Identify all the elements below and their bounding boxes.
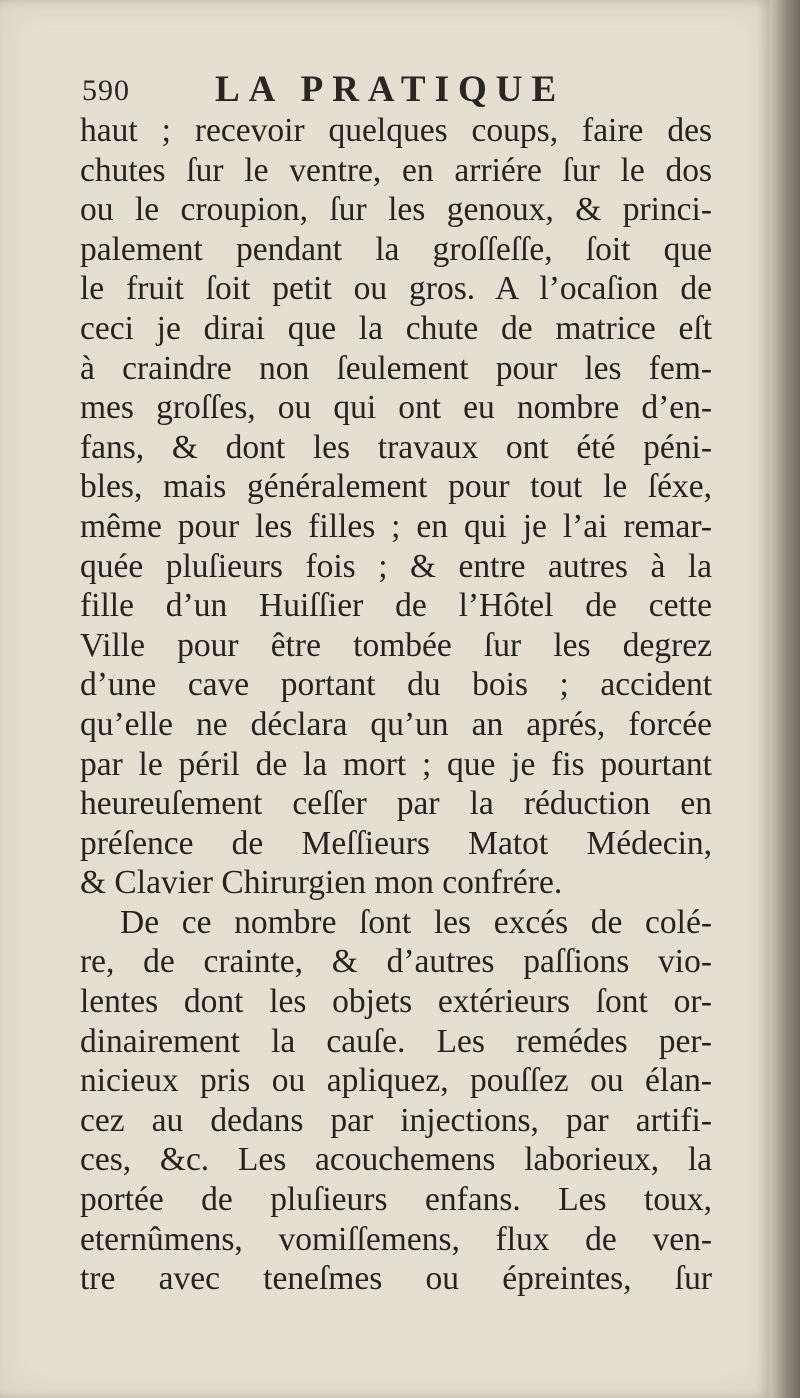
text-line: portée de pluſieurs enfans. Les toux, — [80, 1181, 712, 1219]
paragraph-first-line: De ce nombre ſont les excés de colé- — [120, 903, 712, 941]
text-line: bles, mais généralement pour tout le ſéxe, — [80, 468, 712, 506]
text-line: re, de crainte, & d’autres paſſions vio- — [80, 943, 712, 981]
text-line: palement pendant la groſſeſſe, ſoit que — [80, 230, 712, 268]
text-line: nicieux pris ou apliquez, pouſſez ou élan- — [80, 1062, 712, 1100]
text-line: & Clavier Chirurgien mon confrére. — [80, 864, 563, 902]
text-line: fans, & dont les travaux ont été péni- — [80, 428, 712, 466]
running-title: LA PRATIQUE — [215, 69, 566, 110]
text-line: chutes ſur le ventre, en arriére ſur le dos — [80, 151, 712, 189]
text-line: tre avec teneſmes ou épreintes, ſur — [80, 1260, 712, 1298]
text-line: même pour les filles ; en qui je l’ai remar- — [80, 507, 712, 545]
page-number: 590 — [82, 74, 130, 107]
page-header — [82, 66, 722, 110]
text-line: ces, &c. Les acouchemens laborieux, la — [80, 1141, 712, 1179]
text-line: quée pluſieurs fois ; & entre autres à la — [80, 547, 712, 585]
text-line: eternûmens, vomiſſemens, flux de ven- — [80, 1220, 712, 1258]
text-line: cez au dedans par injections, par artifi- — [80, 1101, 712, 1139]
text-line: Ville pour être tombée ſur les degrez — [80, 626, 712, 664]
text-line: mes groſſes, ou qui ont eu nombre d’en- — [80, 389, 712, 427]
text-line: à craindre non ſeulement pour les fem- — [80, 349, 712, 387]
text-line: préſence de Meſſieurs Matot Médecin, — [80, 824, 712, 862]
text-line: haut ; recevoir quelques coups, faire des — [80, 112, 712, 149]
text-line: d’une cave portant du bois ; accident — [80, 666, 712, 704]
page-edge-shadow — [770, 0, 800, 1398]
text-line: par le péril de la mort ; que je fis pourtant — [80, 745, 712, 783]
text-line: fille d’un Huiſſier de l’Hôtel de cette — [80, 587, 712, 625]
text-line: qu’elle ne déclara qu’un an aprés, forcée — [80, 705, 712, 743]
body-text — [80, 111, 712, 1299]
text-line: ou le croupion, ſur les genoux, & princi- — [80, 191, 712, 229]
text-line: lentes dont les objets extérieurs ſont or- — [80, 983, 712, 1021]
text-line: heureuſement ceſſer par la réduction en — [80, 785, 712, 823]
text-line: ceci je dirai que la chute de matrice eſt — [80, 309, 712, 347]
text-line: dinairement la cauſe. Les remédes per- — [80, 1022, 712, 1060]
text-line: le fruit ſoit petit ou gros. A l’ocaſion de — [80, 270, 712, 308]
